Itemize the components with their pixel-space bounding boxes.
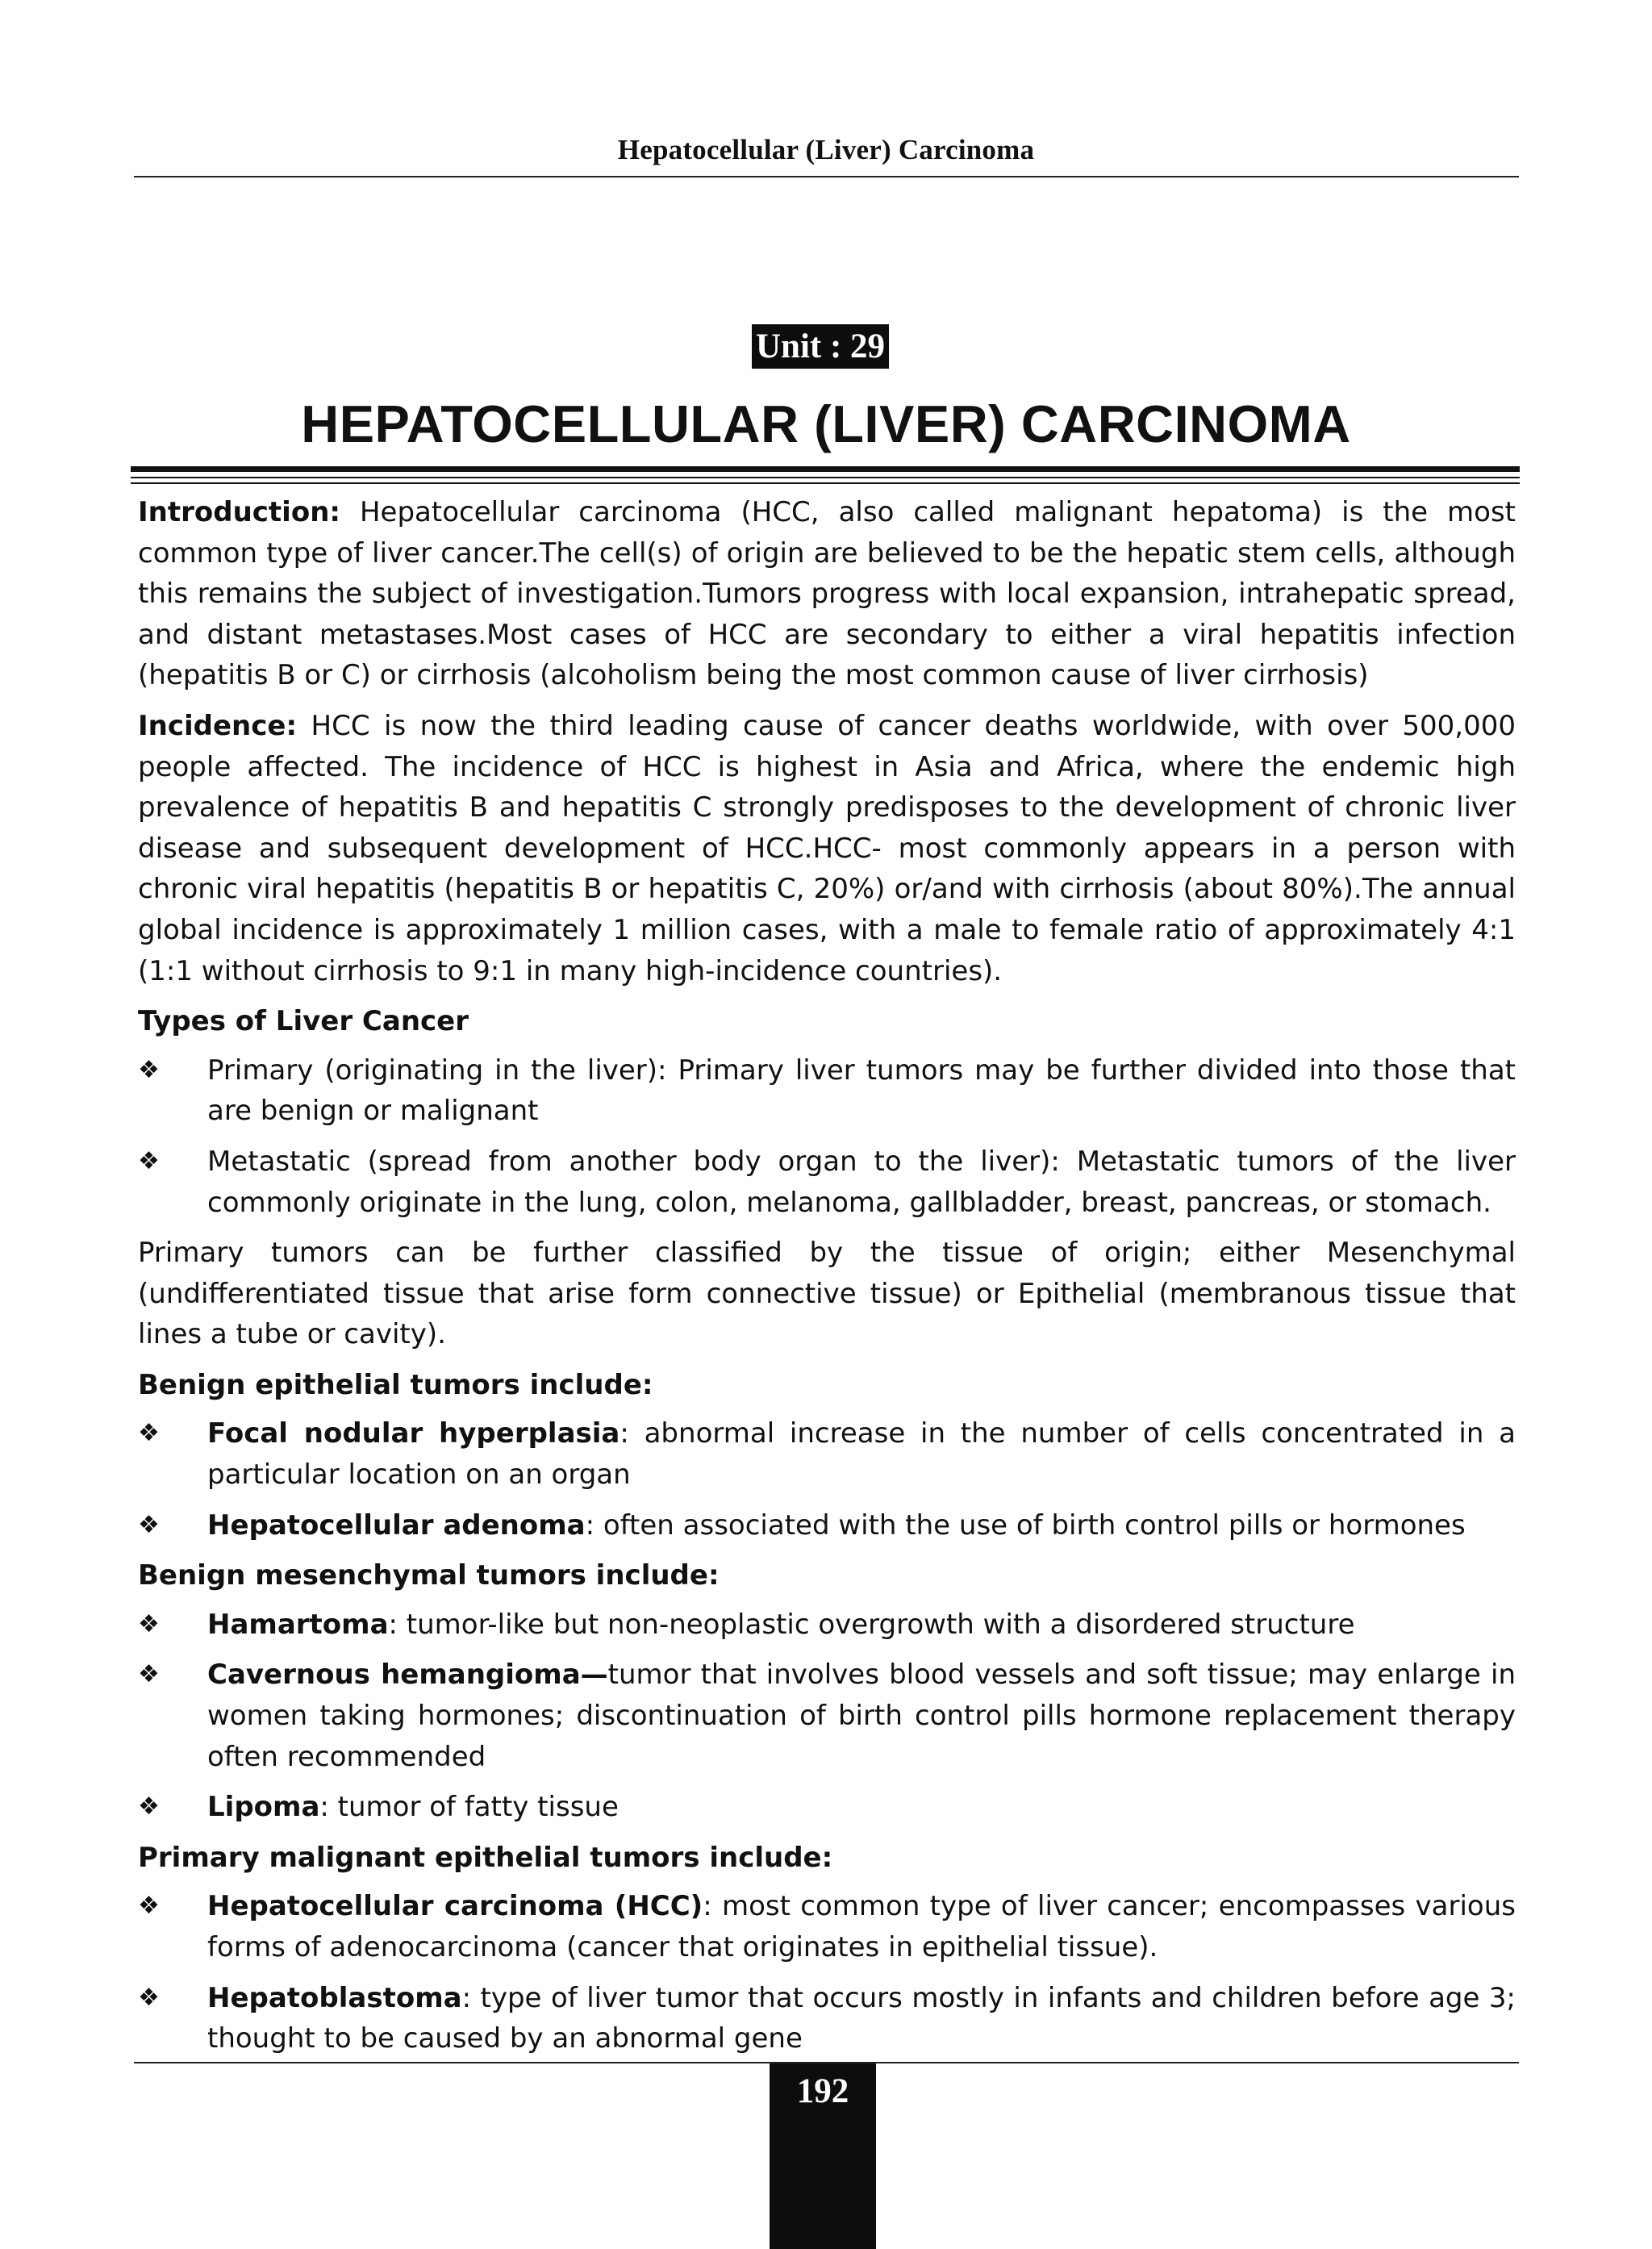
list-item <box>138 1654 1516 1777</box>
bullet-diamond-icon: ❖ <box>138 1660 160 1689</box>
introduction-text: Hepatocellular carcinoma (HCC, also called malignant hepatoma) is the most common type of liver cancer.The cell(s) of origin are believed to be the hepatic stem cells, although this remains the subject of investigation.Tumors progress with local expansion, intrahepatic spread, and distant metastases.Most cases of HCC are secondary to either a viral hepatitis infection (hepatitis B or C) or cirrhosis (alcoholism being the most common cause of liver cirrhosis) <box>138 496 1516 692</box>
list-item <box>138 1141 1516 1223</box>
types-heading: Types of Liver Cancer <box>138 1005 469 1038</box>
chapter-title: HEPATOCELLULAR (LIVER) CARCINOMA <box>301 394 1351 453</box>
running-head: Hepatocellular (Liver) Carcinoma <box>617 134 1035 165</box>
introduction-label: Introduction: <box>138 496 340 528</box>
benign-epithelial-list <box>138 1413 1516 1546</box>
bullet-diamond-icon: ❖ <box>138 1892 160 1921</box>
page-number-box <box>770 2063 876 2249</box>
benign-mesenchymal-list <box>138 1604 1516 1828</box>
list-item-term: Hepatocellular carcinoma (HCC) <box>207 1890 703 1923</box>
incidence-text: HCC is now the third leading cause of cancer deaths worldwide, with over 500,000 people affected. The incidence of HCC is highest in Asia and Africa, where the endemic high prevalence of hepatitis B and hepatitis C strongly predisposes to the development of chronic liver disease and subsequent development of HCC.HCC- most commonly appears in a person with chronic viral hepatitis (hepatitis B or hepatitis C, 20%) or/and with cirrhosis (about 80%).The annual global incidence is approximately 1 million cases, with a male to female ratio of approximately 4:1 (1:1 without cirrhosis to 9:1 in many high-incidence countries). <box>138 709 1516 987</box>
list-item <box>138 1505 1516 1546</box>
list-item-term: Focal nodular hyperplasia <box>207 1417 620 1450</box>
body-content <box>138 492 1516 2069</box>
list-item <box>138 1978 1516 2059</box>
list-item-term: Lipoma <box>207 1791 320 1824</box>
list-item-desc: : abnormal increase in the number of cells concentrated in a particular location on an organ <box>207 1417 1516 1492</box>
list-item <box>138 1050 1516 1132</box>
list-item-desc: : often associated with the use of birth control pills or hormones <box>585 1508 1466 1542</box>
list-item-text: Metastatic (spread from another body organ to the liver): Metastatic tumors of the liver commonly originate in the lung, colon, melanoma, gallbladder, breast, pancreas, or stomach. <box>207 1145 1516 1219</box>
benign-epithelial-heading: Benign epithelial tumors include: <box>138 1368 653 1401</box>
list-item-desc: : tumor-like but non-neoplastic overgrowth with a disordered structure <box>388 1608 1355 1641</box>
bullet-diamond-icon: ❖ <box>138 1146 160 1175</box>
classification-paragraph: Primary tumors can be further classified by the tissue of origin; either Mesenchymal (undifferentiated tissue that arise form connective tissue) or Epithelial (membranous tissue that lines a tube or cavity). <box>138 1237 1516 1351</box>
list-item <box>138 1787 1516 1828</box>
bullet-diamond-icon: ❖ <box>138 1983 160 2012</box>
bullet-diamond-icon: ❖ <box>138 1510 160 1539</box>
list-item-term: Hepatocellular adenoma <box>207 1508 586 1542</box>
title-rule-thin <box>131 482 1520 484</box>
incidence-paragraph <box>138 706 1516 991</box>
bullet-diamond-icon: ❖ <box>138 1609 160 1638</box>
introduction-paragraph <box>138 492 1516 696</box>
types-list <box>138 1050 1516 1223</box>
list-item-term: Hepatoblastoma <box>207 1981 462 2014</box>
list-item-term: Cavernous hemangioma— <box>207 1659 608 1692</box>
list-item-desc: : type of liver tumor that occurs mostly in infants and children before age 3; thought to be caused by an abnormal gene <box>207 1981 1516 2055</box>
benign-mesenchymal-heading: Benign mesenchymal tumors include: <box>138 1559 720 1592</box>
list-item-text: Primary (originating in the liver): Primary liver tumors may be further divided into those that are benign or malignant <box>207 1054 1516 1128</box>
page-number: 192 <box>796 2072 849 2110</box>
unit-badge: Unit : 29 <box>752 324 889 369</box>
list-item <box>138 1413 1516 1495</box>
bullet-diamond-icon: ❖ <box>138 1792 160 1821</box>
title-rule-thin <box>131 477 1520 478</box>
incidence-label: Incidence: <box>138 709 298 742</box>
list-item-desc: : most common type of liver cancer; encompasses various forms of adenocarcinoma (cancer that originates in epithelial tissue). <box>207 1890 1516 1963</box>
title-rule-thick <box>131 466 1520 472</box>
malignant-epithelial-heading: Primary malignant epithelial tumors include: <box>138 1841 833 1874</box>
list-item-desc: tumor that involves blood vessels and soft tissue; may enlarge in women taking hormones; discontinuation of birth control pills hormone replacement therapy often recommended <box>207 1659 1516 1773</box>
bullet-diamond-icon: ❖ <box>138 1419 160 1448</box>
bullet-diamond-icon: ❖ <box>138 1055 160 1084</box>
list-item <box>138 1886 1516 1967</box>
list-item-term: Hamartoma <box>207 1608 389 1641</box>
list-item <box>138 1604 1516 1646</box>
malignant-epithelial-list <box>138 1886 1516 2059</box>
list-item-desc: : tumor of fatty tissue <box>319 1791 619 1824</box>
header-rule <box>134 176 1519 177</box>
